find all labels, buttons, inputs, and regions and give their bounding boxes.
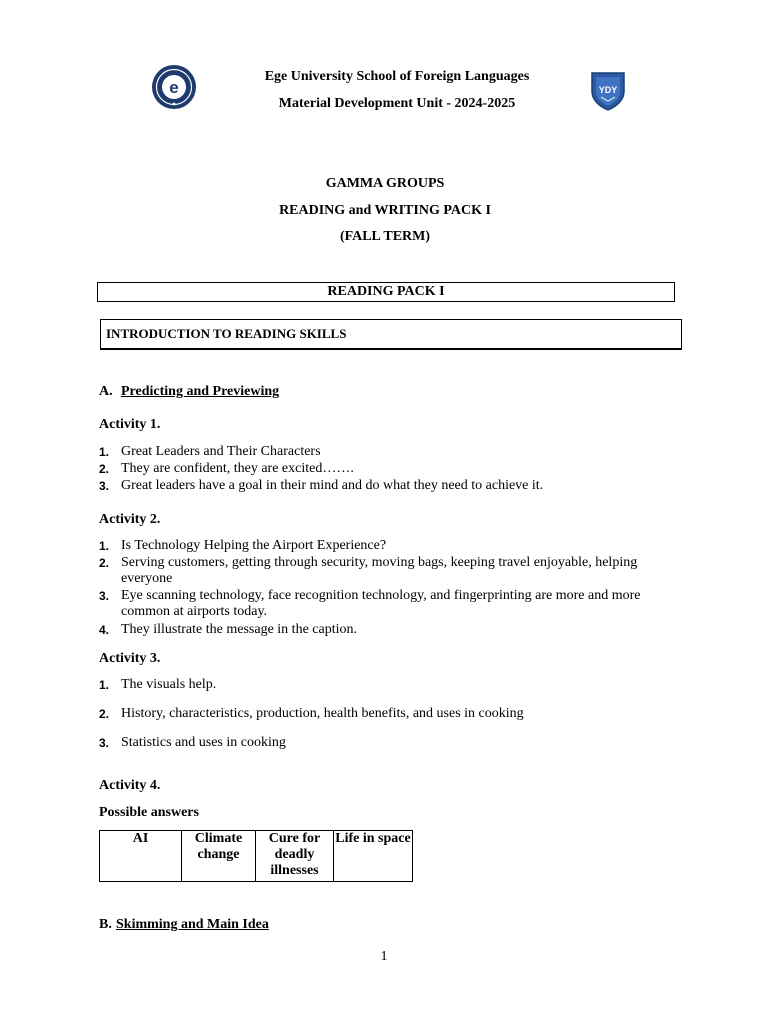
- activity-1-title: Activity 1.: [99, 417, 161, 432]
- section-b-letter: B.: [99, 917, 112, 932]
- item-text: Eye scanning technology, face recognition technology, and fingerprinting are more and more common at airports today.: [121, 588, 641, 619]
- activity-4-subtitle: Possible answers: [99, 805, 199, 820]
- item-text: They are confident, they are excited…….: [121, 461, 354, 476]
- item-text: Is Technology Helping the Airport Experience?: [121, 538, 387, 553]
- item-number: 2.: [99, 556, 110, 570]
- table-cell: Life in space: [334, 831, 413, 882]
- header-institution: Ege University School of Foreign Languages: [264, 69, 530, 84]
- section-b-title: Skimming and Main Idea: [116, 917, 269, 932]
- section-title: INTRODUCTION TO READING SKILLS: [106, 326, 347, 341]
- table-cell: AI: [100, 831, 182, 882]
- table-cell: Climate change: [182, 831, 256, 882]
- item-number: 1.: [99, 678, 110, 692]
- item-number: 2.: [99, 462, 110, 476]
- item-text: History, characteristics, production, health benefits, and uses in cooking: [121, 706, 524, 721]
- section-title-box: [100, 319, 682, 350]
- activity-3-title: Activity 3.: [99, 651, 161, 666]
- item-text: Great Leaders and Their Characters: [121, 444, 321, 459]
- item-number: 4.: [99, 623, 110, 637]
- answers-table: [99, 830, 413, 882]
- section-a-title: Predicting and Previewing: [121, 384, 280, 399]
- item-number: 3.: [99, 589, 110, 603]
- item-number: 3.: [99, 479, 110, 493]
- page-number: 1: [380, 949, 388, 964]
- item-text: Great leaders have a goal in their mind and do what they need to achieve it.: [121, 478, 544, 493]
- school-shield-logo: [588, 69, 628, 111]
- title-groups: GAMMA GROUPS: [325, 176, 445, 191]
- svg-text:YDY: YDY: [598, 85, 618, 95]
- section-a-letter: A.: [99, 384, 113, 399]
- item-number: 2.: [99, 707, 110, 721]
- item-number: 3.: [99, 736, 110, 750]
- title-term: (FALL TERM): [339, 229, 431, 244]
- title-pack: READING and WRITING PACK I: [279, 203, 491, 218]
- reading-pack-title-box: [97, 282, 675, 302]
- svg-text:e: e: [169, 78, 179, 97]
- item-text: Serving customers, getting through security, moving bags, keeping travel enjoyable, helping everyone: [121, 555, 638, 586]
- reading-pack-title: READING PACK I: [327, 284, 445, 299]
- item-text: They illustrate the message in the caption.: [121, 622, 357, 637]
- item-text: Statistics and uses in cooking: [121, 735, 286, 750]
- table-row: [100, 831, 413, 882]
- item-text: The visuals help.: [121, 677, 217, 692]
- item-number: 1.: [99, 445, 110, 459]
- ege-university-seal-logo: [151, 64, 197, 110]
- activity-2-title: Activity 2.: [99, 512, 161, 527]
- header-unit: Material Development Unit - 2024-2025: [278, 96, 516, 111]
- table-cell: Cure for deadly illnesses: [256, 831, 334, 882]
- activity-4-title: Activity 4.: [99, 778, 161, 793]
- item-number: 1.: [99, 539, 110, 553]
